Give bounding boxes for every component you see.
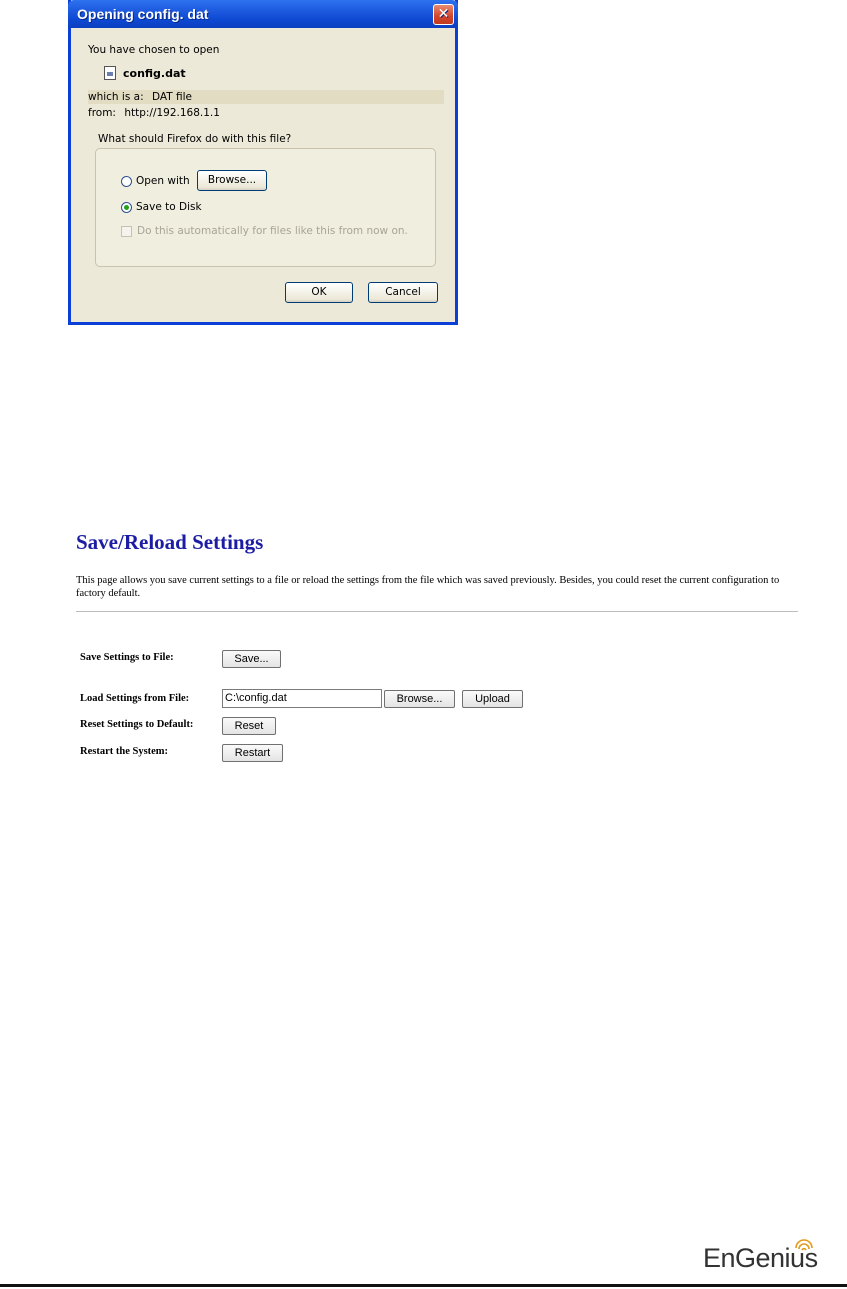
dialog-title: Opening config. dat (77, 6, 209, 22)
wifi-waves-icon (792, 1238, 816, 1252)
open-with-radio[interactable] (121, 176, 132, 187)
action-question: What should Firefox do with this file? (98, 133, 292, 145)
file-icon (104, 66, 116, 80)
save-to-disk-radio[interactable] (121, 202, 132, 213)
file-type-label: which is a: (88, 91, 144, 103)
divider (76, 611, 798, 612)
restart-button[interactable]: Restart (222, 744, 283, 762)
save-to-disk-option[interactable] (121, 201, 202, 213)
upload-button[interactable]: Upload (462, 690, 523, 708)
load-settings-label: Load Settings from File: (80, 693, 190, 704)
dialog-browse-button[interactable]: Browse... (197, 170, 267, 191)
close-icon: ✕ (437, 6, 450, 22)
dialog-intro: You have chosen to open (88, 44, 220, 56)
footer-rule (0, 1284, 847, 1287)
file-type-row (88, 90, 444, 104)
page-description: This page allows you save current settings to a file or reload the settings from the file which was saved previously. Besides, you could reset the current configuration to factory default. (76, 575, 780, 599)
reset-settings-label: Reset Settings to Default: (80, 719, 194, 730)
browse-button[interactable]: Browse... (384, 690, 455, 708)
cancel-button[interactable]: Cancel (368, 282, 438, 303)
file-name: config.dat (123, 66, 186, 80)
auto-checkbox (121, 226, 132, 237)
file-source-label: from: (88, 107, 116, 119)
open-with-option[interactable] (121, 175, 190, 187)
auto-label: Do this automatically for files like this from now on. (137, 225, 408, 237)
load-file-input[interactable]: C:\config.dat (222, 689, 382, 708)
save-settings-label: Save Settings to File: (80, 652, 174, 663)
save-button[interactable]: Save... (222, 650, 281, 668)
file-source-row (88, 107, 220, 119)
file-type-value: DAT file (151, 91, 192, 103)
file-row (104, 66, 186, 80)
ok-button[interactable]: OK (285, 282, 353, 303)
save-to-disk-label: Save to Disk (136, 201, 202, 213)
file-source-value: http://192.168.1.1 (124, 107, 220, 119)
open-with-label: Open with (136, 175, 190, 187)
auto-option (121, 225, 408, 237)
open-file-dialog (68, 0, 458, 325)
reset-button[interactable]: Reset (222, 717, 276, 735)
close-button[interactable] (433, 4, 454, 25)
page-title: Save/Reload Settings (76, 530, 264, 554)
dialog-titlebar[interactable] (68, 0, 458, 28)
restart-system-label: Restart the System: (80, 746, 169, 757)
engenius-logo: EnGenius (703, 1243, 818, 1273)
dialog-body (71, 28, 455, 322)
